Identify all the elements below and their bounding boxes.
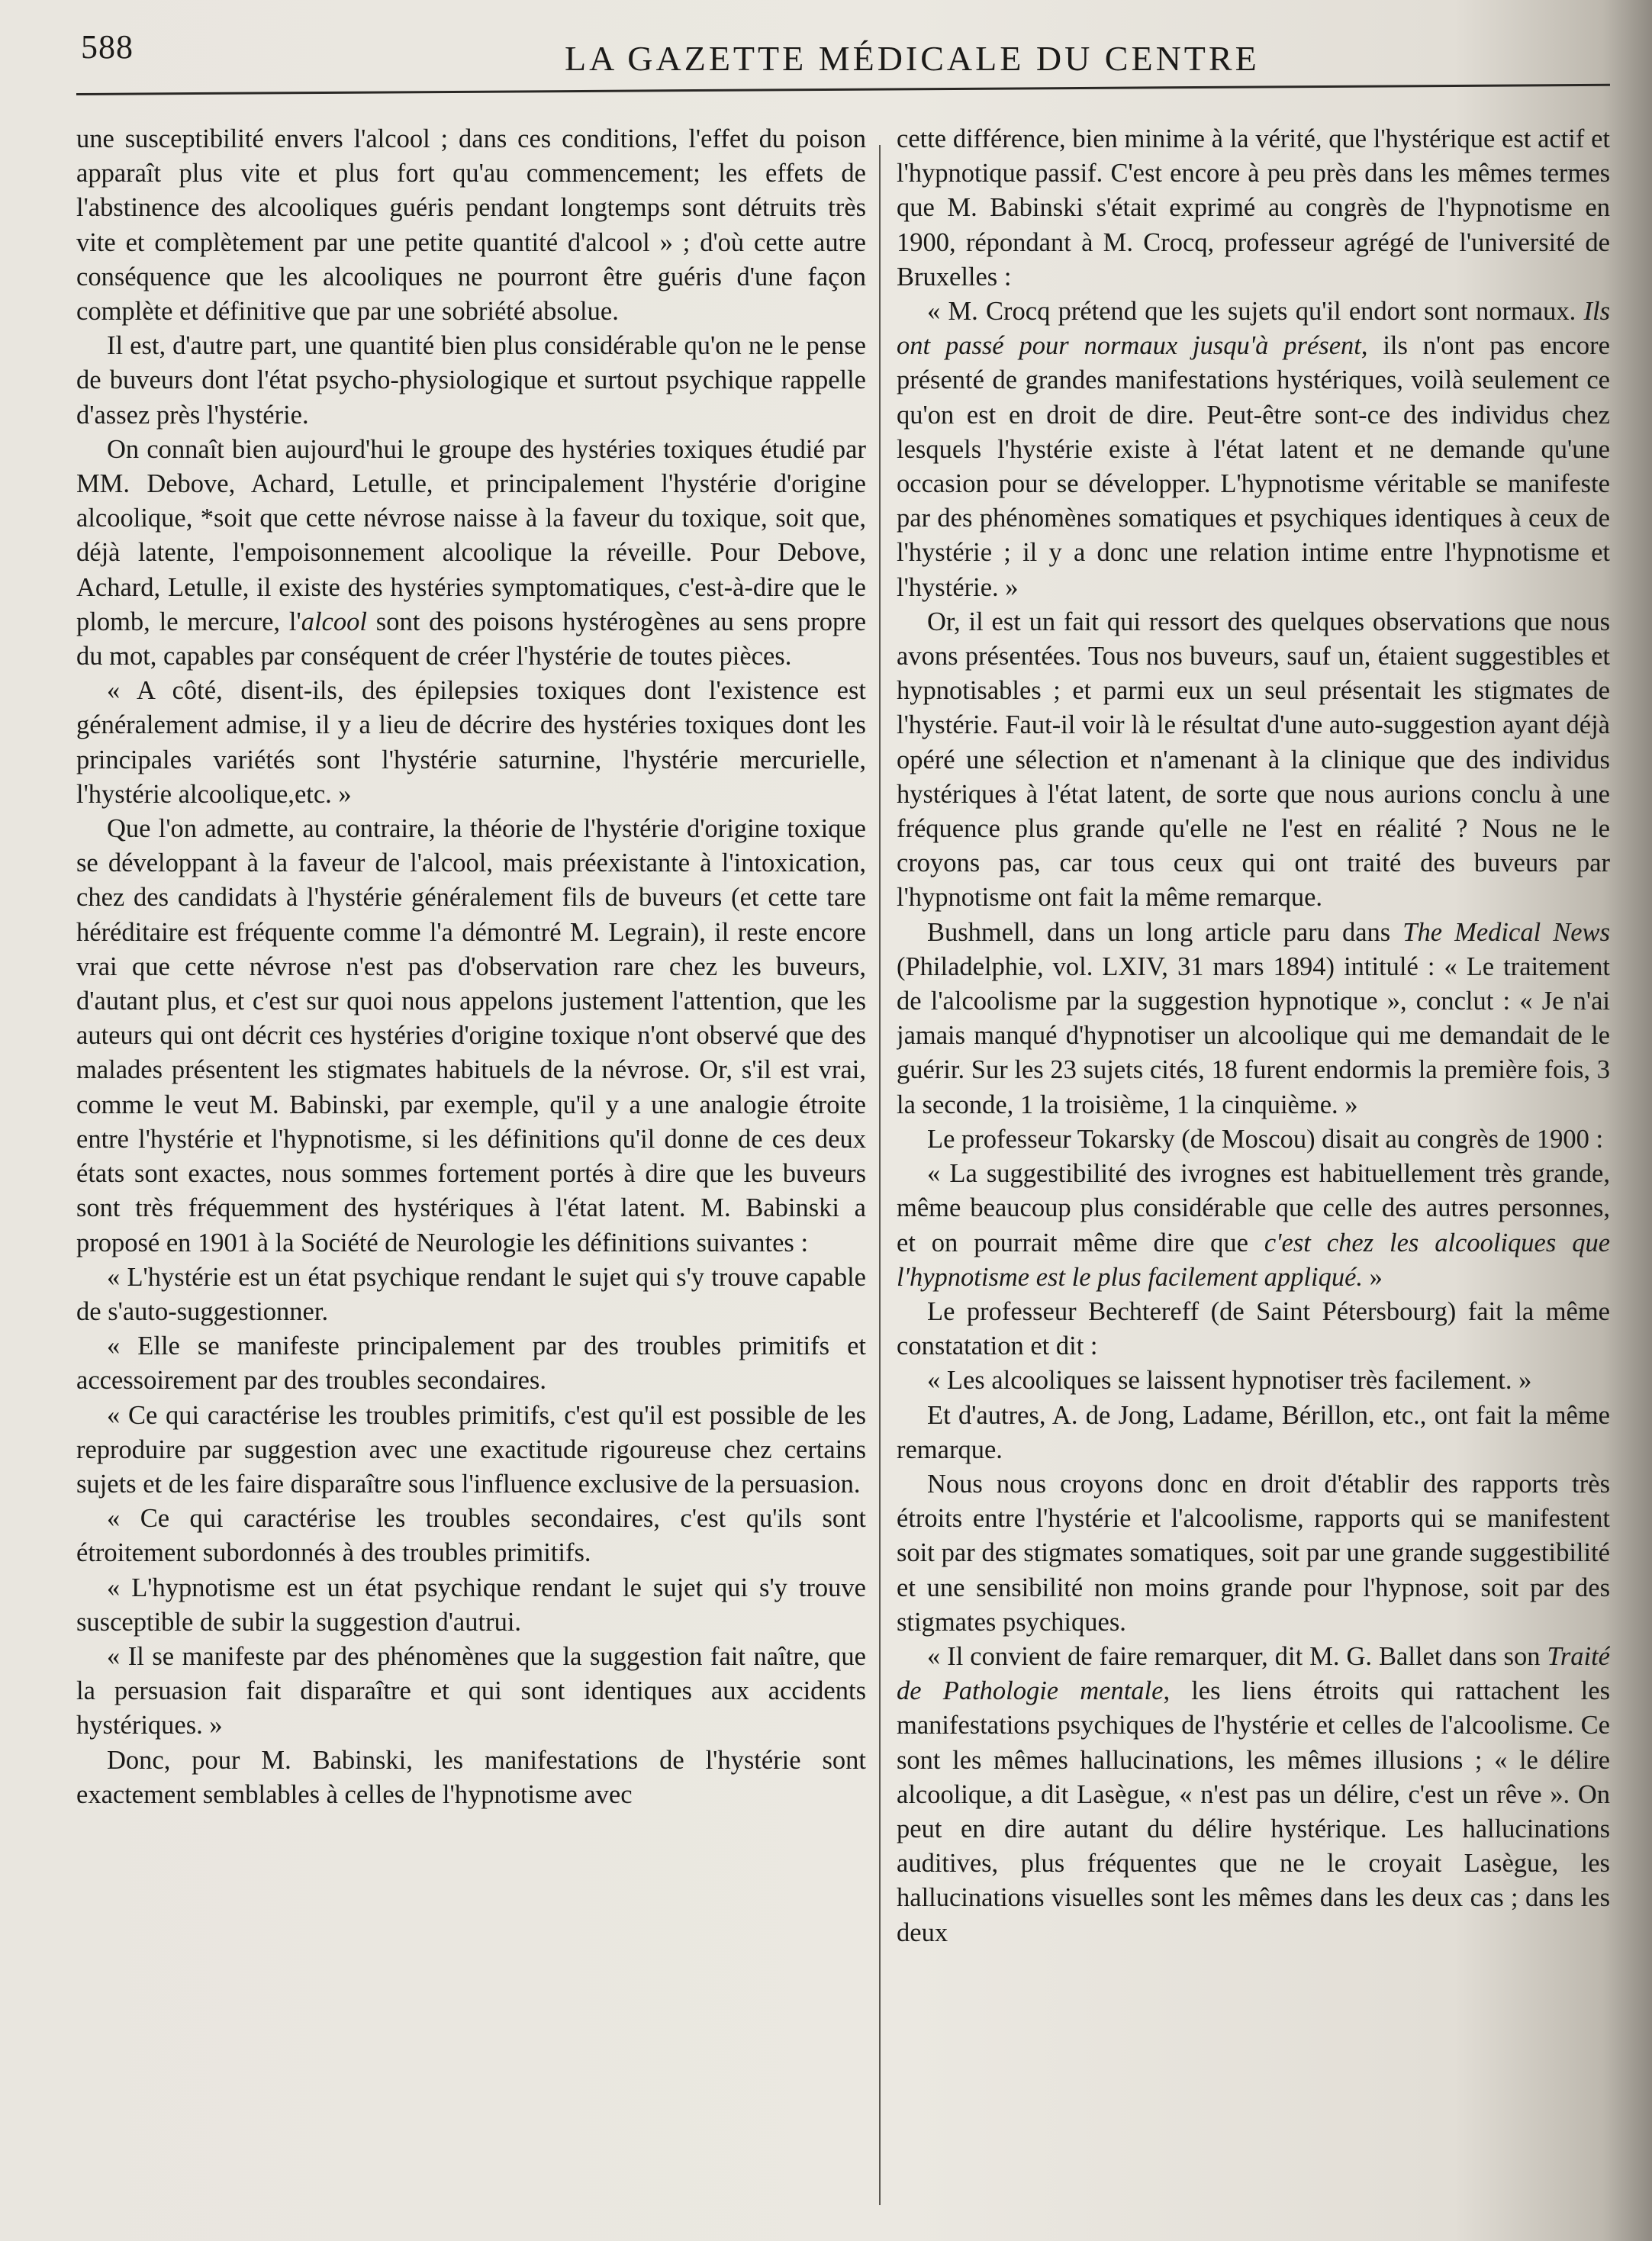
left-column-paragraph: « Ce qui caractérise les troubles primitifs, c'est qu'il est possible de les reproduire par suggestion avec une exactitude rigoureuse chez certains sujets et de les faire disparaître sous l'influence exclusive de la persuasion. (76, 1400, 866, 1499)
right-column-paragraph: Le professeur Tokarsky (de Moscou) disait au congrès de 1900 : (927, 1124, 1604, 1154)
text-run: (Philadelphie, vol. LXIV, 31 mars 1894) intitulé : « Le traitement de l'alcoolisme par la suggestion hypnotique », conclut : « Je n'ai jamais manqué d'hypnotiser un alcoolique qui me demandait de le guérir. Sur les 23 sujets cités, 18 furent endormis la première fois, 3 la seconde, 1 la troisième, 1 la cinquième. » (897, 951, 1610, 1119)
text-run: « Il convient de faire remarquer, dit M. G. Ballet dans son (927, 1641, 1547, 1671)
page-header (76, 21, 1618, 90)
left-column-paragraph: Donc, pour M. Babinski, les manifestations de l'hystérie sont exactement semblables à celles de l'hypnotisme avec (76, 1745, 866, 1809)
right-column-paragraph (897, 1640, 1610, 1950)
left-column-paragraph: « A côté, disent-ils, des épilepsies toxiques dont l'existence est généralement admise, il y a lieu de décrire des hystéries toxiques dont les principales variétés sont l'hystérie saturnine, l'hystérie mercurielle, l'hystérie alcoolique,etc. » (76, 676, 866, 809)
text-run: , les liens étroits qui rattachent les manifestations psychiques de l'hystérie et celles de l'alcoolisme. Ce sont les mêmes hallucinations, les mêmes illusions ; « le délire alcoolique, a dit Lasègue, « n'est pas un délire, c'est un rêve ». On peut en dire autant du délire hystérique. Les hallucinations auditives, plus fréquentes que ne le croyait Lasègue, les hallucinations visuelles sont les mêmes dans les deux cas ; dans les deux (897, 1676, 1610, 1947)
running-title: LA GAZETTE MÉDICALE DU CENTRE (565, 39, 1260, 78)
left-column-paragraph: « Elle se manifeste principalement par des troubles primitifs et accessoirement par des troubles secondaires. (76, 1331, 866, 1396)
italic-text: The Medical News (1402, 917, 1610, 947)
italic-text: c'est chez les alcooliques que l'hypnotisme est le plus facilement appliqué. (897, 1228, 1610, 1292)
right-column-paragraph: Et d'autres, A. de Jong, Ladame, Bérillon, etc., ont fait la même remarque. (897, 1400, 1610, 1464)
right-column-paragraph: « Les alcooliques se laissent hypnotiser très facilement. » (927, 1366, 1532, 1396)
right-column-paragraph: Or, il est un fait qui ressort des quelques observations que nous avons présentées. Tous nos buveurs, sauf un, étaient suggestibles et hypnotisables ; et parmi eux un seul présentait les stigmates de l'hystérie. Faut-il voir là le résultat d'une auto-suggestion ayant déjà opéré une sélection et n'amenant à la clinique que des individus hystériques à l'état latent, de sorte que nous aurions conclu à une fréquence plus grande qu'elle ne l'est en réalité ? Nous ne le croyons pas, car tous ceux qui ont traité des buveurs par l'hypnotisme ont fait la même remarque. (897, 607, 1610, 913)
left-column-paragraph: Il est, d'autre part, une quantité bien plus considérable qu'on ne le pense de buveurs dont l'état psycho-physiologique et surtout psychique rappelle d'assez près l'hystérie. (76, 331, 866, 430)
italic-text: Traité de Pathologie mentale (897, 1641, 1610, 1706)
text-run: « M. Crocq prétend que les sujets qu'il endort sont normaux. (927, 297, 1584, 327)
right-column (897, 122, 1610, 2220)
left-column (76, 122, 866, 2220)
right-column-paragraph: cette différence, bien minime à la vérité, que l'hystérique est actif et l'hypnotique passif. C'est encore à peu près dans les mêmes termes que M. Babinski s'était exprimé au congrès de l'hypnotisme en 1900, répondant à M. Crocq, professeur agrégé de l'université de Bruxelles : (897, 124, 1610, 291)
text-run: « La suggestibilité des ivrognes est habituellement très grande, même beaucoup plus considérable que celle des autres personnes, et on pourrait même dire que (897, 1159, 1610, 1257)
page-number: 588 (81, 28, 134, 66)
italic-text: alcool (301, 607, 367, 636)
left-column-paragraph: une susceptibilité envers l'alcool ; dans ces conditions, l'effet du poison apparaît plus vite et plus fort qu'au commencement; les effets de l'abstinence des alcooliques guéris pendant longtemps sont détruits très vite et complètement par une petite quantité d'alcool » ; d'où cette autre conséquence que les alcooliques ne pourront être guéris d'une façon complète et définitive que par une sobriété absolue. (76, 124, 866, 327)
left-column-paragraph: « Il se manifeste par des phénomènes que la suggestion fait naître, que la persuasion fait disparaître et qui sont identiques aux accidents hystériques. » (76, 1641, 866, 1740)
text-run: sont des poisons hystérogènes au sens propre du mot, capables par conséquent de créer l'hystérie de toutes pièces. (76, 607, 866, 671)
text-run: Bushmell, dans un long article paru dans (927, 917, 1403, 947)
text-run: » (1363, 1262, 1383, 1292)
italic-text: Ils ont passé pour normaux jusqu'à présent (897, 297, 1610, 361)
left-column-paragraph: « L'hypnotisme est un état psychique rendant le sujet qui s'y trouve susceptible de subir la suggestion d'autrui. (76, 1573, 866, 1637)
left-column-paragraph: « Ce qui caractérise les troubles secondaires, c'est qu'ils sont étroitement subordonnés à des troubles primitifs. (76, 1504, 866, 1568)
right-column-paragraph (897, 295, 1610, 605)
left-column-paragraph (76, 433, 866, 674)
column-divider (879, 145, 881, 2205)
text-run: On connaît bien aujourd'hui le groupe des hystéries toxiques étudié par MM. Debove, Achard, Letulle, et principalement l'hystérie d'origine alcoolique, *soit que cette névrose naisse à la faveur du toxique, soit que, déjà latente, l'empoisonnement alcoolique la réveille. Pour Debove, Achard, Letulle, il existe des hystéries symptomatiques, c'est-à-dire que le plomb, le mercure, l' (76, 434, 866, 636)
right-column-paragraph (897, 1157, 1610, 1295)
left-column-paragraph: « L'hystérie est un état psychique rendant le sujet qui s'y trouve capable de s'auto-suggestionner. (76, 1262, 866, 1326)
left-column-paragraph: Que l'on admette, au contraire, la théorie de l'hystérie d'origine toxique se développant à la faveur de l'alcool, mais préexistante à l'intoxication, chez des candidats à l'hystérie généralement fils de buveurs (et cette tare héréditaire est fréquente comme l'a démontré M. Legrain), il reste encore vrai que cette névrose n'est pas d'observation rare chez les buveurs, d'autant plus, et c'est sur quoi nous appelons justement l'attention, que les auteurs qui ont décrit ces hystéries d'origine toxique n'ont observé que des malades présentent les stigmates habituels de la névrose. Or, s'il est vrai, comme le veut M. Babinski, par exemple, qu'il y a une analogie étroite entre l'hystérie et l'hypnotisme, si les définitions qu'il donne de ces deux états sont exactes, nous sommes fortement portés à dire que les buveurs sont très fréquemment des hystériques à l'état latent. M. Babinski a proposé en 1901 à la Société de Neurologie les définitions suivantes : (76, 814, 866, 1257)
right-column-paragraph: Nous nous croyons donc en droit d'établir des rapports très étroits entre l'hystérie et l'alcoolisme, rapports qui se manifestent soit par des stigmates somatiques, soit par une grande suggestibilité et une sensibilité non moins grande pour l'hypnose, soit par des stigmates psychiques. (897, 1469, 1610, 1637)
right-column-paragraph: Le professeur Bechtereff (de Saint Pétersbourg) fait la même constatation et dit : (897, 1296, 1610, 1361)
text-run: , ils n'ont pas encore présenté de grandes manifestations hystériques, voilà seulement ce qu'on est en droit de dire. Peut-être sont-ce des individus chez lesquels l'hystérie existe à l'état latent et ne demande qu'une occasion pour se développer. L'hypnotisme véritable se manifeste par des phénomènes somatiques et psychiques identiques à ceux de l'hystérie ; il y a donc une relation intime entre l'hypnotisme et l'hystérie. » (897, 331, 1610, 602)
right-column-paragraph (897, 916, 1610, 1122)
